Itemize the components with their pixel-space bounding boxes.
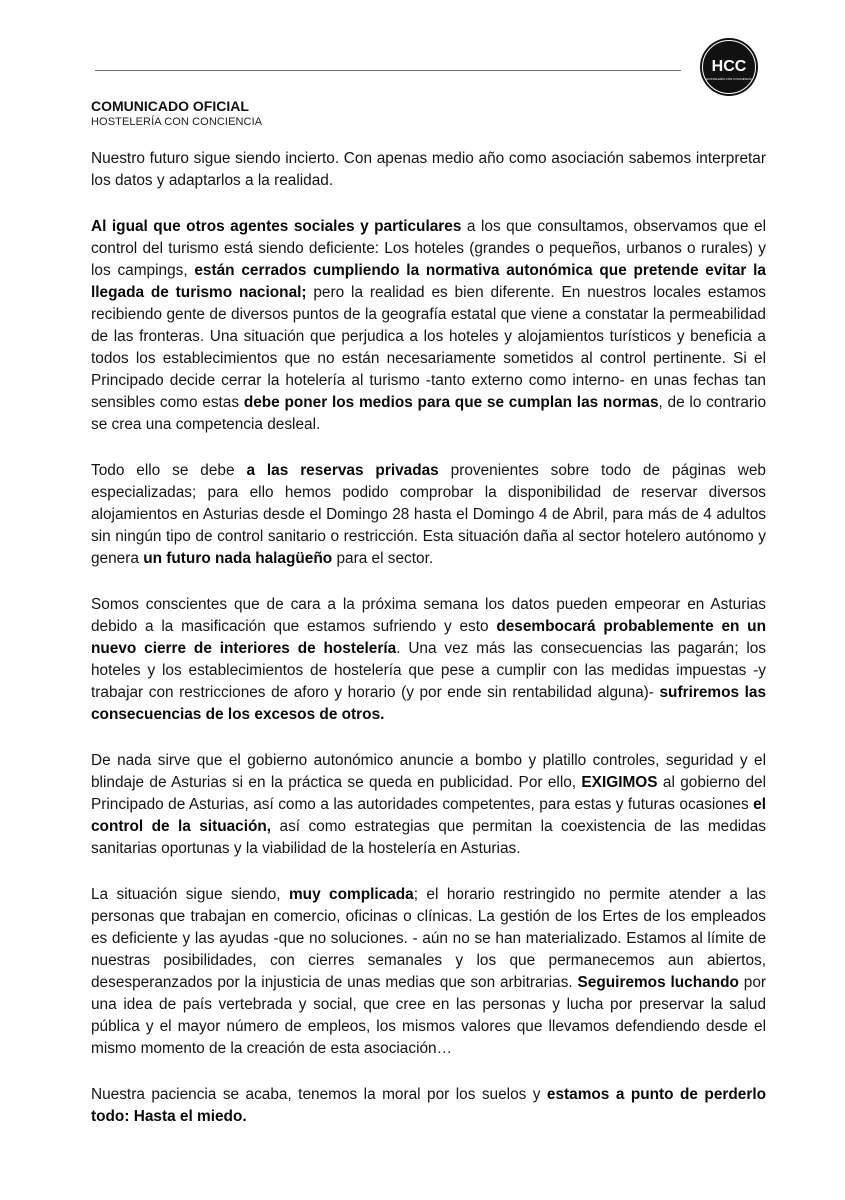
body-paragraph — [91, 1084, 766, 1128]
bold-text: debe poner los medios para que se cumplan las normas — [243, 394, 659, 411]
bold-text: Al igual que otros agentes sociales y particulares — [91, 218, 462, 235]
paragraph-text: al gobierno del Principado de Asturias, así como a las autoridades competentes, para estas y futuras ocasiones — [91, 774, 766, 813]
paragraph-text: así como estrategias que permitan la coexistencia de las medidas sanitarias oportunas y la viabilidad de la hostelería en Asturias. — [91, 818, 766, 857]
paragraph-text: , de lo contrario se crea una competencia desleal. — [91, 394, 767, 433]
body-paragraph — [91, 216, 766, 436]
bold-text: sufriremos las consecuencias de los excesos de otros. — [91, 684, 767, 723]
paragraph-text: Nuestra paciencia se acaba, tenemos la moral por los suelos y — [91, 1086, 547, 1103]
hcc-logo — [699, 37, 759, 97]
paragraph-text: para el sector. — [332, 550, 434, 567]
bold-text: EXIGIMOS — [581, 774, 658, 791]
paragraph-text: pero la realidad es bien diferente. En nuestros locales estamos recibiendo gente de diversos puntos de la geografía estatal que viene a constatar la permeabilidad de las fronteras. Una situación que perjudica a los hoteles y alojamientos turísticos y beneficia a todos los establecimientos que no están necesariamente sometidos al control pertinente. Si el Principado decide cerrar la hotelería al turismo -tanto externo como interno- en unas fechas tan sensibles como estas — [91, 284, 766, 411]
document-body — [91, 148, 766, 1152]
paragraph-text: Nuestro futuro sigue siendo incierto. Con apenas medio año como asociación sabemos interpretar los datos y adaptarlos a la realidad. — [91, 150, 766, 189]
paragraph-text: De nada sirve que el gobierno autonómico anuncie a bombo y platillo controles, seguridad y el blindaje de Asturias si en la práctica se queda en publicidad. Por ello, — [91, 752, 766, 791]
bold-text: a las reservas privadas — [246, 462, 439, 479]
body-paragraph — [91, 750, 766, 860]
bold-text: estamos a punto de perderlo todo: Hasta el miedo. — [91, 1086, 766, 1125]
bold-text: están cerrados cumpliendo la normativa autonómica que pretende evitar la llegada de turismo nacional; — [91, 262, 766, 301]
bold-text: el control de la situación, — [91, 796, 766, 835]
paragraph-text: Todo ello se debe — [91, 462, 247, 479]
body-paragraph — [91, 148, 766, 192]
bold-text: Seguiremos luchando — [577, 974, 739, 991]
bold-text: desembocará probablemente en un nuevo cierre de interiores de hostelería — [91, 618, 766, 657]
bold-text: un futuro nada halagüeño — [143, 550, 333, 567]
paragraph-text: ; el horario restringido no permite atender a las personas que trabajan en comercio, oficinas o clínicas. La gestión de los Ertes de los empleados es deficiente y las ayudas -que no soluciones. - aún no se han materializado. Estamos al límite de nuestras posibilidades, con cierres semanales y los que permanecemos aun abiertos, desesperanzados por la injusticia de unas medias que son arbitrarias. — [91, 886, 766, 991]
logo-subtext: HOSTELERÍA CON CONCIENCIA — [705, 77, 753, 81]
logo-text: HCC — [711, 58, 747, 75]
paragraph-text: por una idea de país vertebrada y social, que cree en las personas y lucha por preservar la salud pública y el mayor número de empleos, los mismos valores que llevamos defendiendo desde el mismo momento de la creación de esta asociación… — [91, 974, 766, 1057]
paragraph-text: a los que consultamos, observamos que el control del turismo está siendo deficiente: Los hoteles (grandes o pequeños, urbanos o rurales) y los campings, — [91, 218, 766, 279]
body-paragraph — [91, 460, 766, 570]
bold-text: muy complicada — [288, 886, 414, 903]
document-heading — [91, 98, 771, 129]
body-paragraph — [91, 884, 766, 1060]
paragraph-text: La situación sigue siendo, — [91, 886, 289, 903]
header-divider — [95, 70, 681, 71]
body-paragraph — [91, 594, 766, 726]
document-title: COMUNICADO OFICIAL — [91, 98, 249, 114]
paragraph-text: provenientes sobre todo de páginas web especializadas; para ello hemos podido comprobar la disponibilidad de reservar diversos alojamientos en Asturias desde el Domingo 28 hasta el Domingo 4 de Abril, para más de 4 adultos sin ningún tipo de control sanitario o restricción. Esta situación daña al sector hotelero autónomo y genera — [91, 462, 766, 567]
paragraph-text: Somos conscientes que de cara a la próxima semana los datos pueden empeorar en Asturias debido a la masificación que estamos sufriendo y esto — [91, 596, 766, 635]
paragraph-text: . Una vez más las consecuencias las pagarán; los hoteles y los establecimientos de hostelería que pese a cumplir con las medidas impuestas -y trabajar con restricciones de aforo y horario (y por ende sin rentabilidad alguna)- — [91, 640, 767, 701]
document-subtitle: HOSTELERÍA CON CONCIENCIA — [91, 116, 263, 128]
hcc-logo-icon — [699, 37, 759, 97]
